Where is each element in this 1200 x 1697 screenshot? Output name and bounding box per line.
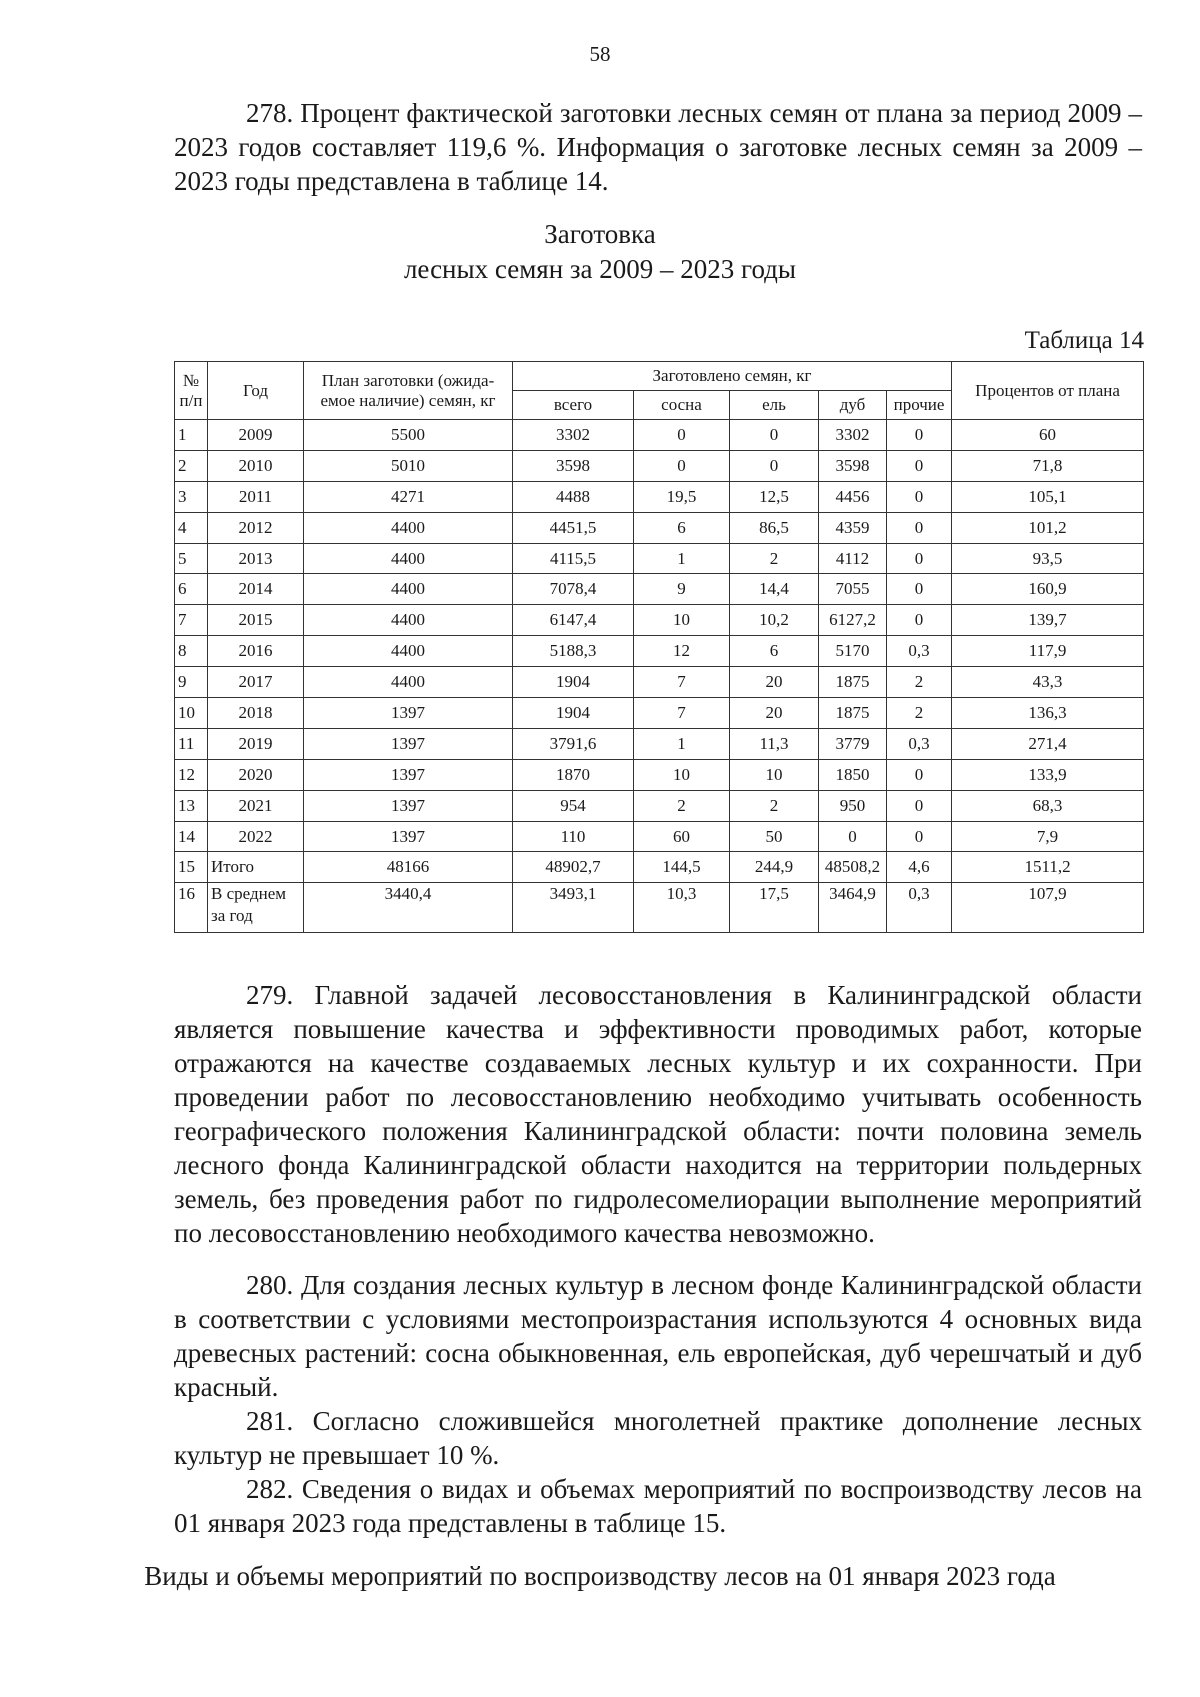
cell-spruce: 6 [730,636,819,667]
cell-spruce: 0 [730,450,819,481]
cell-row-number: 9 [175,667,208,698]
cell-total: 3791,6 [513,728,634,759]
paragraph-280: 280. Для создания лесных культур в лесном фонде Калининградской области в соответствии с условиями местопроизрастания используются 4 основных вида древесных растений: сосна обыкновенная, ель европейская, дуб черешчатый и дуб красный. [174,1270,1142,1402]
cell-percent-of-plan: 68,3 [952,790,1144,821]
table-row [175,759,1144,790]
header-other: прочие [887,391,952,420]
header-total: всего [513,391,634,420]
cell-spruce: 11,3 [730,728,819,759]
cell-row-number: 14 [175,821,208,852]
cell-row-number: 15 [175,852,208,883]
cell-oak: 3302 [819,420,887,451]
cell-plan: 1397 [304,821,513,852]
cell-plan: 4400 [304,667,513,698]
table-row [175,821,1144,852]
cell-oak: 0 [819,821,887,852]
cell-pine: 144,5 [634,852,730,883]
page-number: 58 [589,42,611,66]
cell-plan: 3440,4 [304,883,513,933]
cell-spruce: 20 [730,698,819,729]
cell-oak: 5170 [819,636,887,667]
table-row [175,420,1144,451]
cell-oak: 1850 [819,759,887,790]
cell-total: 1904 [513,667,634,698]
cell-percent-of-plan: 105,1 [952,481,1144,512]
table-row [175,883,1144,933]
cell-row-number: 16 [175,883,208,933]
table-row [175,852,1144,883]
cell-other: 2 [887,667,952,698]
cell-other: 0 [887,543,952,574]
table-row [175,481,1144,512]
table-14-title-line-2: лесных семян за 2009 – 2023 годы [403,254,797,284]
cell-total: 6147,4 [513,605,634,636]
cell-oak: 7055 [819,574,887,605]
cell-plan: 4400 [304,636,513,667]
cell-year: 2015 [208,605,304,636]
cell-other: 0,3 [887,883,952,933]
cell-plan: 5010 [304,450,513,481]
cell-spruce: 20 [730,667,819,698]
cell-total: 954 [513,790,634,821]
cell-percent-of-plan: 139,7 [952,605,1144,636]
cell-total: 3493,1 [513,883,634,933]
cell-plan: 1397 [304,790,513,821]
cell-percent-of-plan: 136,3 [952,698,1144,729]
cell-plan: 1397 [304,759,513,790]
cell-row-number: 8 [175,636,208,667]
cell-other: 0 [887,512,952,543]
cell-pine: 7 [634,698,730,729]
cell-plan: 48166 [304,852,513,883]
cell-total: 110 [513,821,634,852]
cell-total: 4115,5 [513,543,634,574]
cell-spruce: 2 [730,790,819,821]
cell-pine: 10,3 [634,883,730,933]
table-row [175,790,1144,821]
table-row [175,574,1144,605]
cell-percent-of-plan: 133,9 [952,759,1144,790]
cell-other: 4,6 [887,852,952,883]
cell-pine: 1 [634,728,730,759]
cell-year: Итого [208,852,304,883]
cell-percent-of-plan: 60 [952,420,1144,451]
cell-oak: 4112 [819,543,887,574]
cell-total: 4488 [513,481,634,512]
cell-percent-of-plan: 71,8 [952,450,1144,481]
table-15-title: Виды и объемы мероприятий по воспроизводству лесов на 01 января 2023 года [144,1561,1056,1591]
cell-total: 48902,7 [513,852,634,883]
cell-year: 2009 [208,420,304,451]
cell-pine: 9 [634,574,730,605]
cell-year: 2019 [208,728,304,759]
cell-percent-of-plan: 117,9 [952,636,1144,667]
cell-oak: 4456 [819,481,887,512]
cell-row-number: 2 [175,450,208,481]
cell-other: 0 [887,605,952,636]
cell-pine: 0 [634,420,730,451]
seed-harvest-table-body [175,420,1144,933]
seed-harvest-table [174,361,1144,933]
header-oak: дуб [819,391,887,420]
cell-row-number: 12 [175,759,208,790]
cell-oak: 6127,2 [819,605,887,636]
table-row [175,450,1144,481]
paragraph-278: 278. Процент фактической заготовки лесных семян от плана за период 2009 – 2023 годов составляет 119,6 %. Информация о заготовке лесных семян за 2009 – 2023 годы представлена в таблице 14. [174,98,1142,196]
cell-row-number: 10 [175,698,208,729]
cell-plan: 4400 [304,605,513,636]
cell-spruce: 86,5 [730,512,819,543]
cell-row-number: 3 [175,481,208,512]
header-spruce: ель [730,391,819,420]
cell-spruce: 50 [730,821,819,852]
cell-total: 4451,5 [513,512,634,543]
cell-total: 3302 [513,420,634,451]
cell-spruce: 14,4 [730,574,819,605]
cell-spruce: 10 [730,759,819,790]
cell-oak: 950 [819,790,887,821]
cell-plan: 4400 [304,512,513,543]
cell-plan: 4271 [304,481,513,512]
header-percent-of-plan: Процентов от плана [952,362,1144,420]
cell-row-number: 1 [175,420,208,451]
cell-plan: 4400 [304,543,513,574]
table-row [175,605,1144,636]
cell-oak: 3464,9 [819,883,887,933]
cell-spruce: 12,5 [730,481,819,512]
cell-pine: 6 [634,512,730,543]
cell-pine: 2 [634,790,730,821]
cell-plan: 1397 [304,728,513,759]
cell-year: 2021 [208,790,304,821]
header-plan: План заготовки (ожида-емое наличие) семян, кг [304,362,513,420]
cell-pine: 7 [634,667,730,698]
cell-plan: 1397 [304,698,513,729]
cell-oak: 3779 [819,728,887,759]
cell-pine: 10 [634,759,730,790]
header-harvested: Заготовлено семян, кг [513,362,952,391]
cell-oak: 4359 [819,512,887,543]
cell-spruce: 0 [730,420,819,451]
cell-oak: 1875 [819,698,887,729]
cell-percent-of-plan: 1511,2 [952,852,1144,883]
table-14-label: Таблица 14 [1024,327,1144,354]
cell-year: 2011 [208,481,304,512]
paragraph-281: 281. Согласно сложившейся многолетней практике дополнение лесных культур не превышает 10 %. [174,1406,1142,1470]
cell-other: 0 [887,790,952,821]
cell-other: 0,3 [887,636,952,667]
cell-spruce: 17,5 [730,883,819,933]
cell-total: 5188,3 [513,636,634,667]
cell-year: 2012 [208,512,304,543]
cell-oak: 3598 [819,450,887,481]
cell-total: 3598 [513,450,634,481]
cell-percent-of-plan: 160,9 [952,574,1144,605]
cell-year: 2018 [208,698,304,729]
cell-spruce: 10,2 [730,605,819,636]
cell-oak: 48508,2 [819,852,887,883]
cell-percent-of-plan: 43,3 [952,667,1144,698]
cell-year: В среднем за год [208,883,304,933]
cell-pine: 19,5 [634,481,730,512]
cell-row-number: 11 [175,728,208,759]
cell-other: 0 [887,450,952,481]
paragraph-279: 279. Главной задачей лесовосстановления в Калининградской области является повышение качества и эффективности проводимых работ, которые отражаются на качестве создаваемых лесных культур и их сохранности. При проведении работ по лесовосстановлению необходимо учитывать особенность географического положения Калининградской области: почти половина земель лесного фонда Калининградской области находится на территории польдерных земель, без проведения работ по гидролесомелиорации выполнение мероприятий по лесовосстановлению необходимого качества невозможно. [174,980,1142,1248]
cell-percent-of-plan: 101,2 [952,512,1144,543]
cell-pine: 60 [634,821,730,852]
header-year: Год [208,362,304,420]
cell-year: 2022 [208,821,304,852]
table-row [175,543,1144,574]
table-row [175,512,1144,543]
cell-pine: 1 [634,543,730,574]
cell-year: 2013 [208,543,304,574]
cell-other: 0 [887,821,952,852]
table-row [175,728,1144,759]
cell-other: 0 [887,759,952,790]
cell-spruce: 244,9 [730,852,819,883]
cell-year: 2017 [208,667,304,698]
cell-other: 2 [887,698,952,729]
table-row [175,698,1144,729]
table-row [175,636,1144,667]
table-14-title-line-1: Заготовка [544,219,656,249]
cell-spruce: 2 [730,543,819,574]
cell-year: 2010 [208,450,304,481]
cell-other: 0 [887,481,952,512]
cell-total: 7078,4 [513,574,634,605]
cell-year: 2016 [208,636,304,667]
cell-row-number: 4 [175,512,208,543]
cell-total: 1870 [513,759,634,790]
cell-row-number: 5 [175,543,208,574]
cell-percent-of-plan: 107,9 [952,883,1144,933]
cell-other: 0,3 [887,728,952,759]
paragraph-282: 282. Сведения о видах и объемах мероприятий по воспроизводству лесов на 01 января 2023 года представлены в таблице 15. [174,1474,1142,1538]
cell-pine: 0 [634,450,730,481]
header-row-number: № п/п [175,362,208,420]
cell-percent-of-plan: 7,9 [952,821,1144,852]
cell-total: 1904 [513,698,634,729]
cell-plan: 5500 [304,420,513,451]
cell-other: 0 [887,420,952,451]
cell-pine: 10 [634,605,730,636]
cell-other: 0 [887,574,952,605]
header-pine: сосна [634,391,730,420]
cell-plan: 4400 [304,574,513,605]
cell-year: 2020 [208,759,304,790]
cell-pine: 12 [634,636,730,667]
cell-percent-of-plan: 271,4 [952,728,1144,759]
cell-percent-of-plan: 93,5 [952,543,1144,574]
cell-row-number: 7 [175,605,208,636]
table-row [175,667,1144,698]
cell-year: 2014 [208,574,304,605]
cell-row-number: 6 [175,574,208,605]
cell-oak: 1875 [819,667,887,698]
cell-row-number: 13 [175,790,208,821]
